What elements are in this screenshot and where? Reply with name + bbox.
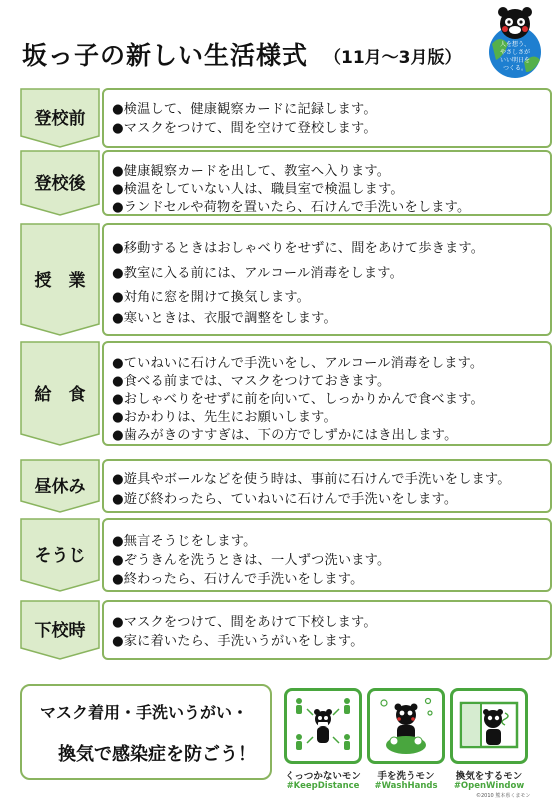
row-label-tab [20,341,100,446]
schedule-row [20,600,552,660]
copyright: ©2010 熊本県くまモン [476,793,531,799]
rule-item: ●教室に入る前には、アルコール消毒をします。 [112,266,403,281]
rule-item: ●ていねいに石けんで手洗いをし、アルコール消毒をします。 [112,356,484,371]
schedule-row [20,459,552,513]
card-hashtag: #OpenWindow [453,781,525,791]
schedule-row [20,341,552,446]
svg-text:人を想う、: 人を想う、 [499,41,531,48]
rule-item: ●終わったら、石けんで手洗いをします。 [112,572,364,587]
rule-item: ●移動するときはおしゃべりをせずに、間をあけて歩きます。 [112,241,485,256]
svg-text:やさしさが: やさしさが [499,49,531,56]
svg-text:つくる。: つくる。 [502,65,528,72]
wash-hands-card [367,688,445,764]
row-content-box [102,223,552,336]
schedule-row [20,150,552,216]
rule-item: ●家に着いたら、手洗いうがいをします。 [112,634,364,649]
rule-item: ●遊び終わったら、ていねいに石けんで手洗いをします。 [112,492,458,507]
rule-item: ●検温をしていない人は、職員室で検温します。 [112,182,404,197]
rule-item: ●歯みがきのすすぎは、下の方でしずかにはき出します。 [112,428,458,443]
row-label-tab [20,223,100,336]
rule-item: ●遊具やボールなどを使う時は、事前に石けんで手洗いをします。 [112,472,511,487]
row-content-box [102,459,552,513]
rule-item: ●対角に窓を開けて換気します。 [112,290,311,305]
card-caption: 手を洗うモン [377,771,435,782]
row-content-box [102,88,552,148]
row-content-box [102,518,552,592]
keep-distance-icon [287,691,359,761]
svg-text:いい明日を: いい明日を [499,57,531,64]
row-label: そうじ [34,546,86,566]
row-label: 下校時 [34,621,86,641]
schedule-row [20,518,552,592]
row-label: 登校前 [34,109,86,129]
banner-line-2: 換気で感染症を防ごう！ [58,744,256,765]
row-content-box [102,600,552,660]
rule-item: ●ランドセルや荷物を置いたら、石けんで手洗いをします。 [112,200,471,215]
card-hashtag: #WashHands [374,781,438,791]
rule-item: ●寒いときは、衣服で調整をします。 [112,311,337,326]
banner-line-1: マスク着用・手洗いうがい・ [40,703,249,722]
rule-item: ●無言そうじをします。 [112,534,257,549]
row-label: 給 食 [34,384,86,405]
card-caption: くっつかないモン [285,771,361,782]
open-window-icon [453,691,525,761]
card-hashtag: #KeepDistance [286,781,360,791]
rule-item: ●健康観察カードを出して、教室へ入ります。 [112,164,391,179]
rule-item: ●おしゃべりをせずに前を向いて、しっかりかんで食べます。 [112,392,484,407]
keep-distance-card [284,688,362,764]
row-label: 昼休み [34,477,86,497]
kumamon-globe-logo [478,4,552,80]
row-content-box [102,341,552,446]
row-label-tab [20,459,100,513]
schedule-row [20,223,552,336]
row-label-tab [20,600,100,660]
schedule-row [20,88,552,148]
rule-item: ●検温して、健康観察カードに記録します。 [112,102,377,117]
row-content-box [102,150,552,216]
rule-item: ●おかわりは、先生にお願いします。 [112,410,337,425]
row-label: 授 業 [34,270,86,291]
rule-item: ●マスクをつけて、間を空けて登校します。 [112,121,377,136]
rule-item: ●食べる前までは、マスクをつけておきます。 [112,374,391,389]
row-label-tab [20,88,100,148]
wash-hands-icon [370,691,442,761]
page-subtitle: （11月～3月版） [324,48,462,68]
rule-item: ●ぞうきんを洗うときは、一人ずつ洗います。 [112,553,391,568]
open-window-card [450,688,528,764]
rule-item: ●マスクをつけて、間をあけて下校します。 [112,615,377,630]
row-label-tab [20,150,100,216]
prevention-banner [20,684,272,780]
row-label-tab [20,518,100,592]
row-label: 登校後 [34,174,86,194]
page-title: 坂っ子の新しい生活様式 [22,41,309,70]
card-caption: 換気をするモン [455,771,523,782]
